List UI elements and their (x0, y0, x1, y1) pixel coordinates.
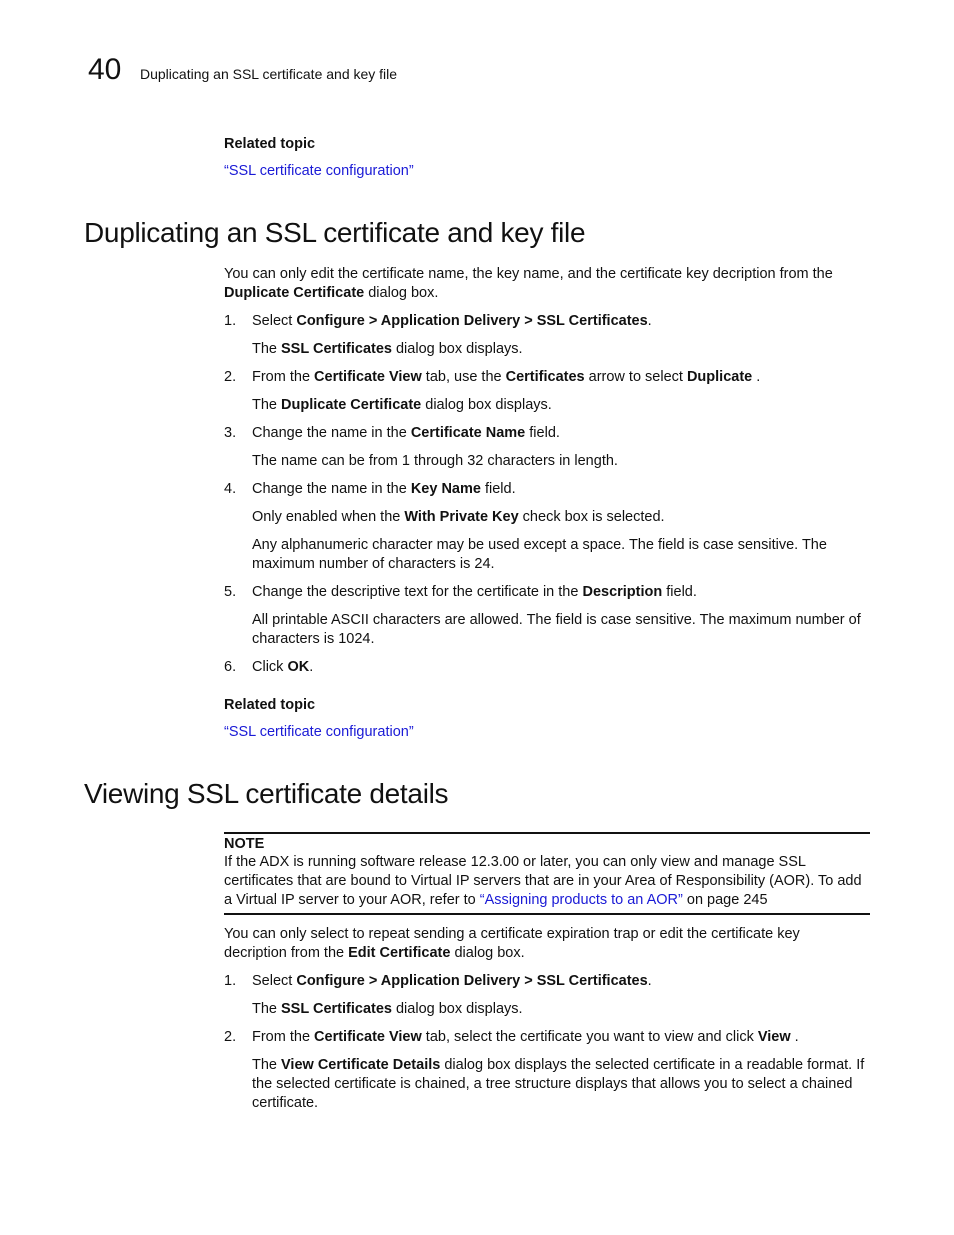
step-result: The SSL Certificates dialog box displays. (252, 1001, 523, 1017)
step-text: Change the name in the Key Name field. (252, 481, 516, 497)
step-text: Select Configure > Application Delivery > SSL Certificates. (252, 973, 652, 989)
step-result: The SSL Certificates dialog box displays. (252, 341, 523, 357)
note-label: NOTE (224, 836, 265, 852)
list-item: 4. (224, 481, 237, 497)
step-text: Change the descriptive text for the certificate in the Description field. (252, 584, 697, 600)
note-link[interactable]: “Assigning products to an AOR” (479, 892, 683, 908)
related-topic-label: Related topic (224, 697, 316, 713)
list-item: 2. (224, 369, 237, 385)
step-text: Click OK. (252, 659, 314, 675)
related-topic-link[interactable]: “SSL certificate configuration” (224, 724, 414, 740)
list-item: 5. (224, 584, 237, 600)
running-title: Duplicating an SSL certificate and key file (140, 66, 398, 82)
step-text: Select Configure > Application Delivery > SSL Certificates. (252, 313, 652, 329)
step-result: The View Certificate Details dialog box displays the selected certificate in a readable format. If the selected certificate is chained, a tree structure displays that allows you to select a chained certificate. (252, 1057, 865, 1111)
note-top-rule (224, 832, 870, 834)
step-result: The Duplicate Certificate dialog box displays. (252, 397, 552, 413)
step-result: The name can be from 1 through 32 characters in length. (252, 453, 618, 469)
list-item: 1. (224, 973, 237, 989)
chapter-number: 40 (88, 53, 122, 86)
step-text: Change the name in the Certificate Name field. (252, 425, 560, 441)
list-item: 1. (224, 313, 237, 329)
list-item: 6. (224, 659, 237, 675)
list-item: 2. (224, 1029, 237, 1045)
step-result: All printable ASCII characters are allowed. The field is case sensitive. The maximum number of characters is 1024. (252, 612, 861, 647)
section-heading: Duplicating an SSL certificate and key file (84, 217, 586, 248)
note-text: If the ADX is running software release 12.3.00 or later, you can only view and manage SSL certificates that are bound to Virtual IP servers that are in your Area of Responsibility (AOR). To add a Virtual IP server to your AOR, refer to “Assigning products to an AOR” on page 245 (224, 854, 862, 908)
step-text: From the Certificate View tab, use the Certificates arrow to select Duplicate . (252, 369, 761, 385)
intro-paragraph: You can only edit the certificate name, the key name, and the certificate key decription from the Duplicate Certificate dialog box. (224, 266, 833, 301)
related-topic-link[interactable]: “SSL certificate configuration” (224, 163, 414, 179)
list-item: 3. (224, 425, 237, 441)
section-heading: Viewing SSL certificate details (84, 778, 449, 809)
related-topic-label: Related topic (224, 136, 316, 152)
intro-paragraph: You can only select to repeat sending a certificate expiration trap or edit the certificate key decription from the Edit Certificate dialog box. (224, 926, 800, 961)
step-text: From the Certificate View tab, select the certificate you want to view and click View . (252, 1029, 799, 1045)
step-result: Only enabled when the With Private Key check box is selected. (252, 509, 665, 525)
note-bottom-rule (224, 913, 870, 915)
step-result: Any alphanumeric character may be used except a space. The field is case sensitive. The maximum number of characters is 24. (252, 537, 827, 572)
